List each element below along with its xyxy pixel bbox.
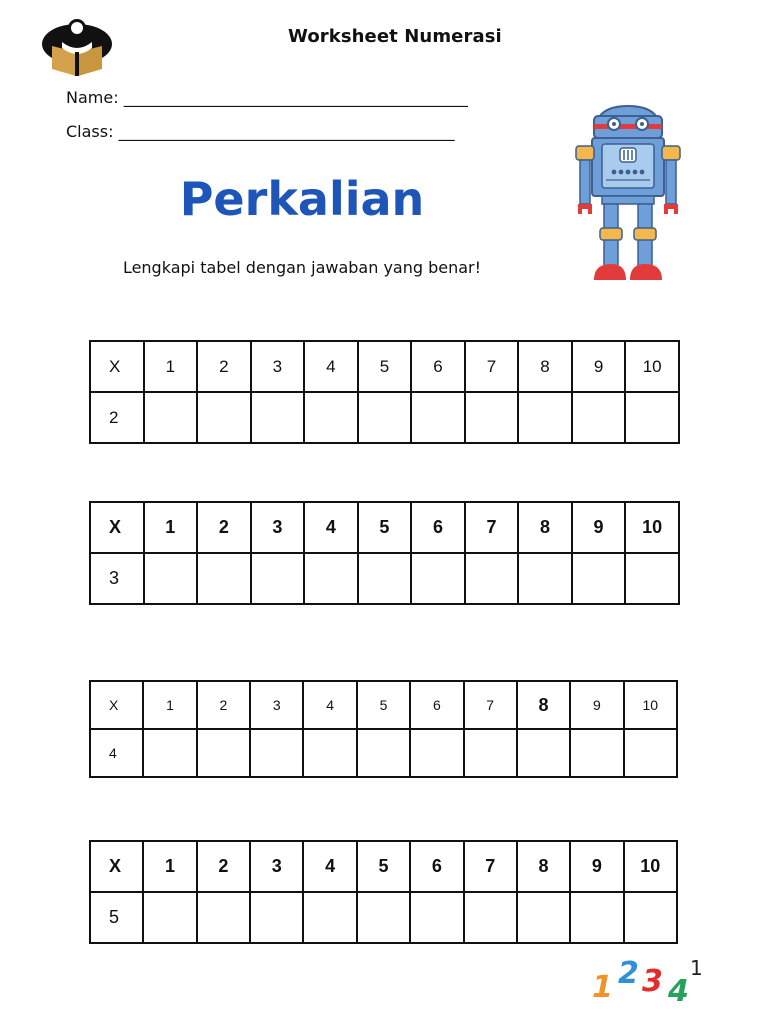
header-cell: 7 (464, 841, 517, 892)
answer-cell[interactable] (572, 392, 626, 443)
multiplication-table-5 (89, 840, 678, 944)
multiplier-cell: 5 (90, 892, 143, 943)
answer-cell[interactable] (251, 392, 305, 443)
header-cell: 5 (357, 841, 410, 892)
header-cell: 2 (197, 341, 251, 392)
answer-cell[interactable] (197, 892, 250, 943)
answer-cell[interactable] (410, 729, 463, 777)
answer-cell[interactable] (465, 392, 519, 443)
answer-cell[interactable] (251, 553, 305, 604)
table-answer-row (90, 553, 679, 604)
header-cell: 2 (197, 841, 250, 892)
deco-digit: 1 (592, 970, 613, 1005)
header-cell: 4 (304, 341, 358, 392)
table-header-row (90, 502, 679, 553)
answer-cell[interactable] (357, 892, 410, 943)
table-answer-row (90, 392, 679, 443)
multiplier-cell: 3 (90, 553, 144, 604)
multiplier-cell: 4 (90, 729, 143, 777)
header-cell: 8 (517, 841, 570, 892)
answer-cell[interactable] (464, 892, 517, 943)
answer-cell[interactable] (197, 729, 250, 777)
answer-cell[interactable] (303, 892, 356, 943)
table-header-row (90, 841, 677, 892)
answer-cell[interactable] (304, 392, 358, 443)
header-cell: 3 (251, 341, 305, 392)
answer-cell[interactable] (465, 553, 519, 604)
header-cell: 9 (572, 341, 626, 392)
table-header-row (90, 681, 677, 729)
robot-icon (572, 100, 684, 282)
page-title: Perkalian (179, 172, 425, 226)
header-cell: 3 (250, 681, 303, 729)
book-reader-logo-icon (38, 14, 116, 80)
answer-cell[interactable] (570, 892, 623, 943)
header-cell: 3 (251, 502, 305, 553)
answer-cell[interactable] (358, 553, 412, 604)
name-label: Name: (66, 88, 119, 107)
header-cell: 4 (303, 841, 356, 892)
header-cell: 7 (465, 341, 519, 392)
answer-cell[interactable] (411, 392, 465, 443)
header-cell: 6 (410, 681, 463, 729)
header-cell: 5 (358, 341, 412, 392)
name-blank: ___________________________________________ (123, 88, 468, 107)
answer-cell[interactable] (464, 729, 517, 777)
header-cell: 9 (570, 841, 623, 892)
deco-digit: 4 (668, 974, 689, 1009)
answer-cell[interactable] (624, 729, 677, 777)
name-field[interactable] (66, 88, 468, 107)
answer-cell[interactable] (250, 892, 303, 943)
header-cell: 1 (143, 841, 196, 892)
header-cell: 6 (410, 841, 463, 892)
header-cell: X (90, 841, 143, 892)
table-header-row (90, 341, 679, 392)
answer-cell[interactable] (570, 729, 623, 777)
header-cell: 5 (357, 681, 410, 729)
deco-digit: 3 (642, 964, 663, 999)
multiplication-table-2 (89, 340, 680, 444)
header-cell: 3 (250, 841, 303, 892)
answer-cell[interactable] (144, 553, 198, 604)
header-cell: 8 (517, 681, 570, 729)
answer-cell[interactable] (143, 729, 196, 777)
class-label: Class: (66, 122, 114, 141)
table-answer-row (90, 729, 677, 777)
header-cell: 10 (625, 502, 679, 553)
answer-cell[interactable] (358, 392, 412, 443)
answer-cell[interactable] (517, 729, 570, 777)
answer-cell[interactable] (625, 553, 679, 604)
class-blank: __________________________________________ (118, 122, 455, 141)
header-cell: 4 (303, 681, 356, 729)
answer-cell[interactable] (357, 729, 410, 777)
header-cell: 1 (144, 341, 198, 392)
header-cell: 2 (197, 681, 250, 729)
answer-cell[interactable] (625, 392, 679, 443)
answer-cell[interactable] (197, 553, 251, 604)
header-cell: 1 (144, 502, 198, 553)
header-cell: X (90, 681, 143, 729)
header-cell: 8 (518, 502, 572, 553)
header-cell: 9 (570, 681, 623, 729)
header-cell: 8 (518, 341, 572, 392)
answer-cell[interactable] (250, 729, 303, 777)
deco-digit: 1 (690, 956, 703, 980)
decorative-digits (590, 956, 710, 1012)
header-cell: X (90, 341, 144, 392)
answer-cell[interactable] (144, 392, 198, 443)
answer-cell[interactable] (197, 392, 251, 443)
answer-cell[interactable] (572, 553, 626, 604)
header-cell: 9 (572, 502, 626, 553)
header-cell: 1 (143, 681, 196, 729)
header-cell: X (90, 502, 144, 553)
header-cell: 7 (464, 681, 517, 729)
answer-cell[interactable] (411, 553, 465, 604)
header-cell: 10 (624, 681, 677, 729)
answer-cell[interactable] (304, 553, 358, 604)
answer-cell[interactable] (143, 892, 196, 943)
instruction-text: Lengkapi tabel dengan jawaban yang benar! (122, 258, 482, 277)
header-cell: 5 (358, 502, 412, 553)
multiplication-table-3 (89, 501, 680, 605)
answer-cell[interactable] (410, 892, 463, 943)
multiplication-table-4 (89, 680, 678, 778)
header-cell: 6 (411, 502, 465, 553)
answer-cell[interactable] (518, 553, 572, 604)
header-cell: 7 (465, 502, 519, 553)
answer-cell[interactable] (624, 892, 677, 943)
header-cell: 6 (411, 341, 465, 392)
deco-digit: 2 (618, 956, 639, 991)
answer-cell[interactable] (303, 729, 356, 777)
multiplier-cell: 2 (90, 392, 144, 443)
header-cell: 10 (624, 841, 677, 892)
answer-cell[interactable] (517, 892, 570, 943)
header-cell: 4 (304, 502, 358, 553)
answer-cell[interactable] (518, 392, 572, 443)
header-cell: 2 (197, 502, 251, 553)
header-cell: 10 (625, 341, 679, 392)
class-field[interactable] (66, 122, 455, 141)
table-answer-row (90, 892, 677, 943)
worksheet-title: Worksheet Numerasi (288, 26, 502, 47)
